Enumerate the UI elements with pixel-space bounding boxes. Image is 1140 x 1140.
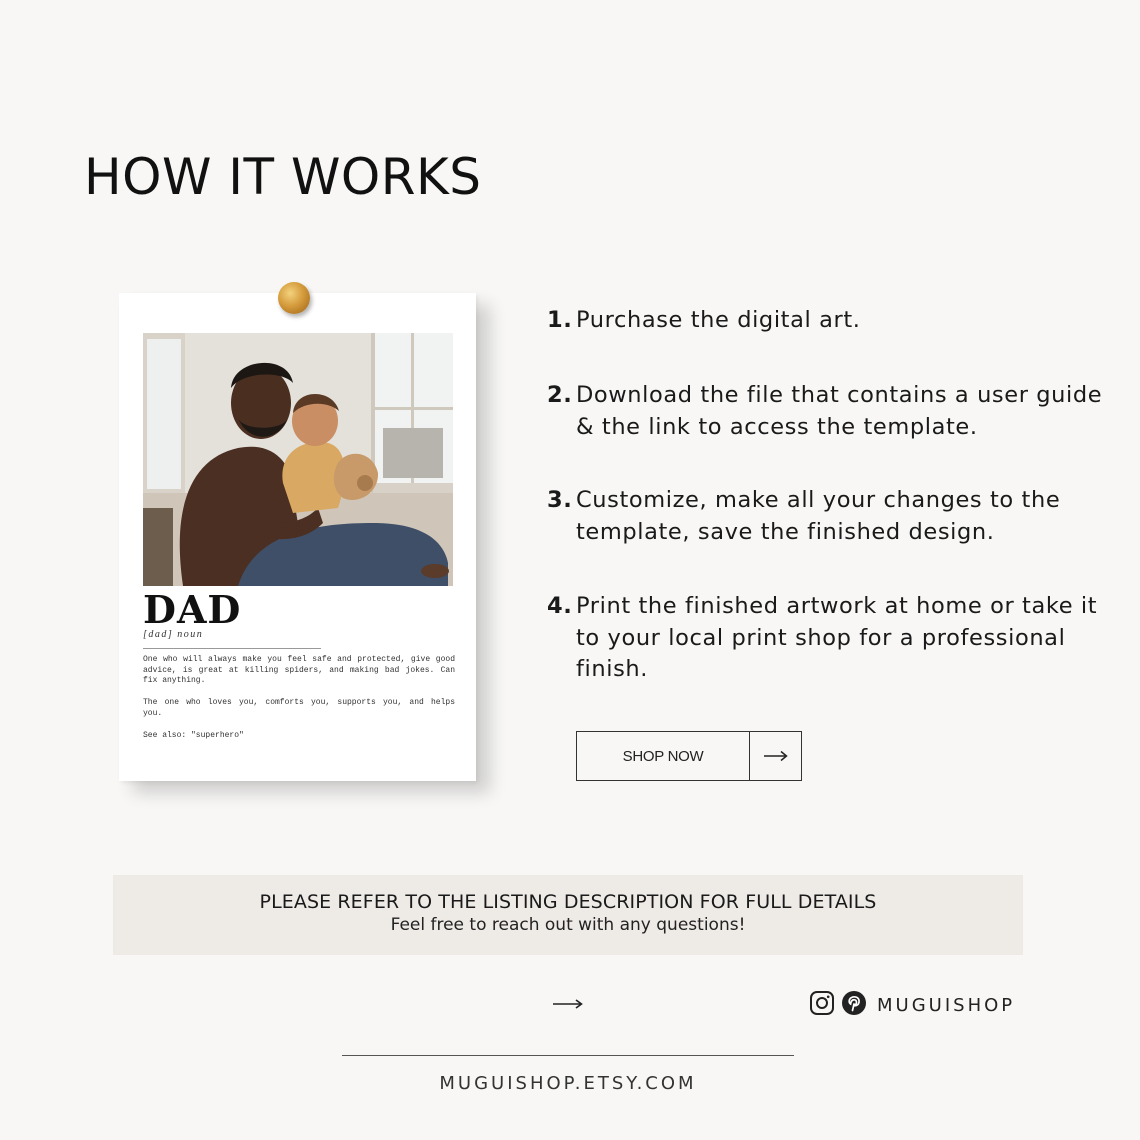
social-handle[interactable]: MUGUISHOP bbox=[877, 995, 1016, 1016]
shop-url-link[interactable]: MUGUISHOP.ETSY.COM bbox=[439, 1073, 697, 1094]
poster-pronunciation: [dad] noun bbox=[143, 629, 204, 640]
poster-divider bbox=[143, 648, 321, 649]
poster-definition-3: See also: "superhero" bbox=[143, 731, 244, 740]
shop-now-button[interactable] bbox=[576, 731, 802, 781]
footer-divider bbox=[342, 1055, 794, 1056]
step-item bbox=[547, 485, 1107, 548]
details-banner bbox=[113, 875, 1023, 955]
arrow-right-icon bbox=[750, 732, 801, 780]
shop-now-label: SHOP NOW bbox=[577, 732, 750, 780]
arrow-right-icon bbox=[552, 997, 584, 1016]
banner-subtext: Feel free to reach out with any questions! bbox=[390, 915, 746, 935]
step-number: 4. bbox=[547, 593, 573, 619]
step-number: 1. bbox=[547, 307, 573, 333]
dad-poster-preview bbox=[119, 293, 476, 781]
step-number: 2. bbox=[547, 382, 573, 408]
social-links bbox=[809, 990, 1015, 1021]
pushpin-icon bbox=[278, 282, 310, 314]
instagram-icon[interactable] bbox=[809, 990, 835, 1021]
poster-definition-1: One who will always make you feel safe and protected, give good advice, is great at killing spiders, and making bad jokes. Can fix anything. bbox=[143, 655, 455, 686]
step-item bbox=[547, 591, 1107, 686]
poster-definition-2: The one who loves you, comforts you, supports you, and helps you. bbox=[143, 698, 455, 718]
step-text: Print the finished artwork at home or take it to your local print shop for a professional finish. bbox=[576, 593, 1098, 682]
banner-heading: PLEASE REFER TO THE LISTING DESCRIPTION FOR FULL DETAILS bbox=[259, 891, 877, 913]
step-text: Purchase the digital art. bbox=[576, 307, 861, 333]
step-text: Customize, make all your changes to the template, save the finished design. bbox=[576, 487, 1061, 545]
poster-word: DAD bbox=[143, 587, 242, 632]
step-number: 3. bbox=[547, 487, 573, 513]
pinterest-icon[interactable] bbox=[841, 990, 867, 1021]
page-title: HOW IT WORKS bbox=[84, 148, 482, 206]
step-text: Download the file that contains a user guide & the link to access the template. bbox=[576, 382, 1103, 440]
step-item bbox=[547, 305, 1107, 337]
step-item bbox=[547, 380, 1107, 443]
father-child-photo bbox=[143, 333, 453, 586]
